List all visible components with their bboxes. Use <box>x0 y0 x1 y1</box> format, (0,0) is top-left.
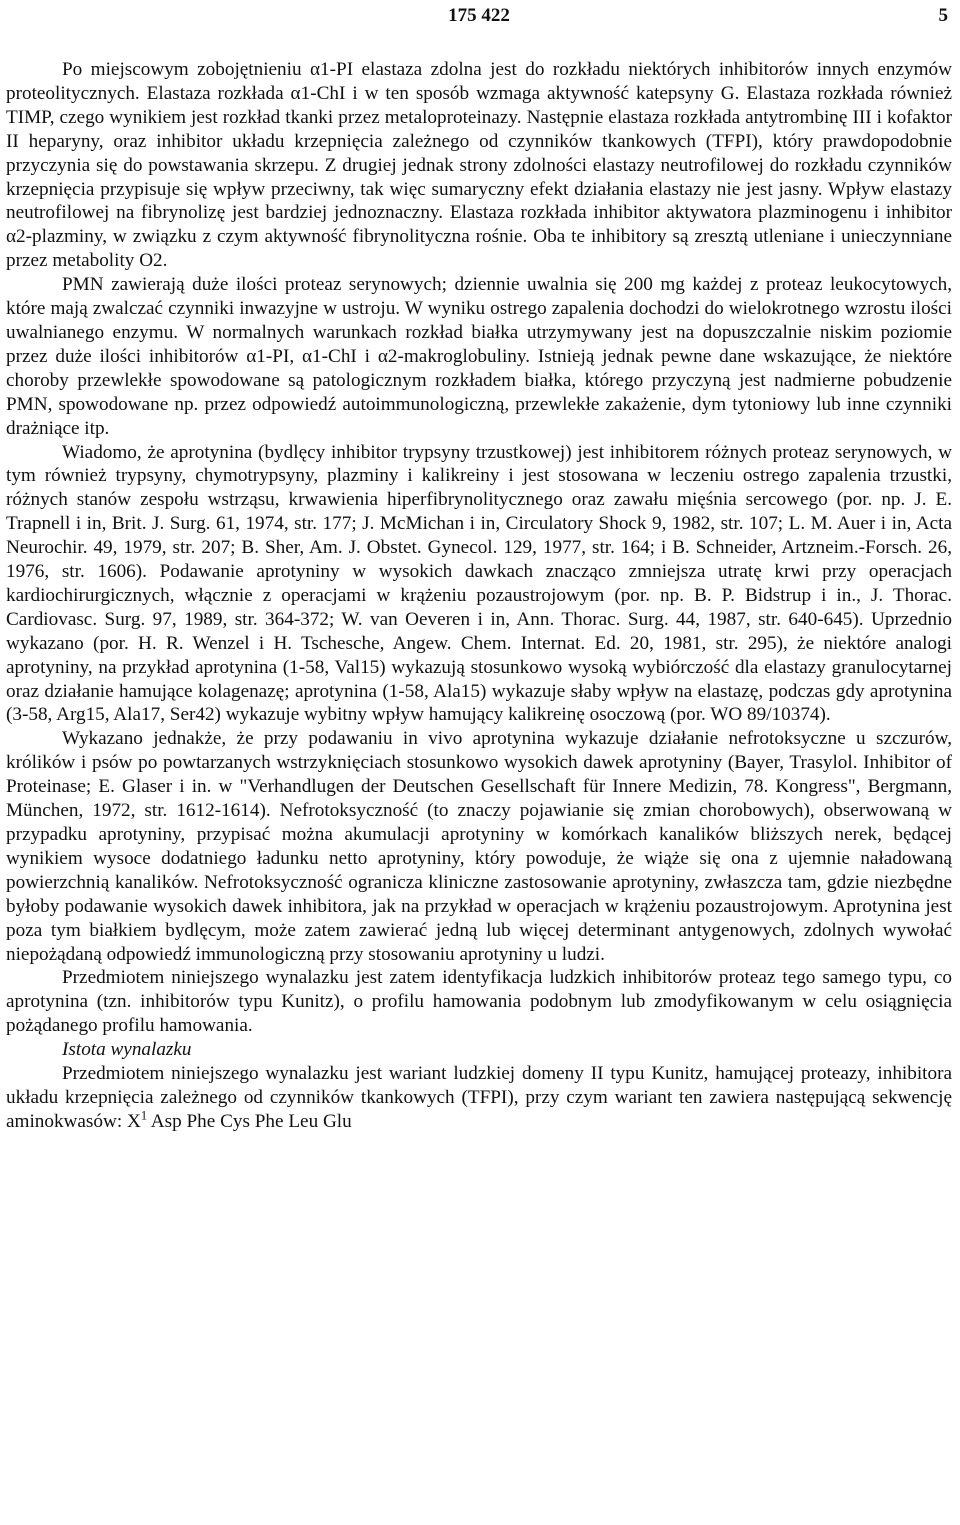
paragraph-invention <box>6 1062 952 1134</box>
patent-number: 175 422 <box>448 5 510 26</box>
invention-text: Przedmiotem niniejszego wynalazku jest wariant ludzkiej domeny II typu Kunitz, hamującej proteazy, inhibitora układu krzepnięcia zależnego od czynników tkankowych (TFPI), przy czym wariant ten zawiera następującą sekwencję aminokwasów: X <box>6 1063 952 1132</box>
paragraph-pmn: PMN zawierają duże ilości proteaz serynowych; dziennie uwalnia się 200 mg każdej z proteaz leukocytowych, które mają zwalczać czynniki inwazyjne w ustroju. W wyniku ostrego zapalenia dochodzi do wielokrotnego wzrostu ilości uwalnianego enzymu. W normalnych warunkach rozkład białka utrzymywany jest na dopuszczalnie niskim poziomie przez duże ilości inhibitorów α1-PI, α1-ChI i α2-makroglobuliny. Istnieją jednak pewne dane wskazujące, że niektóre choroby przewlekłe spowodowane są patologicznym rozkładem białka, którego przyczyną jest nadmierne pobudzenie PMN, spowodowane np. przez odpowiedź autoimmunologiczną, przewlekłe zakażenie, dym tytoniowy lub inne czynniki drażniące itp. <box>6 274 952 439</box>
paragraph-elastase: Po miejscowym zobojętnieniu α1-PI elastaza zdolna jest do rozkładu niektórych inhibitorów innych enzymów proteolitycznych. Elastaza rozkłada α1-ChI i w ten sposób wzmaga aktywność katepsyny G. Elastaza rozkłada również TIMP, czego wynikiem jest rozkład tkanki przez metaloproteinazy. Następnie elastaza rozkłada antytrombinę III i kofaktor II heparyny, oraz inhibitor układu krzepnięcia zależnego od czynników tkankowych (TFPI), który prawdopodobnie przyczynia się do powstawania skrzepu. Z drugiej jednak strony zdolności elastazy neutrofilowej do rozkładu czynników krzepnięcia przypisuje się wpływ przeciwny, tak więc sumaryczny efekt działania elastazy nie jest jasny. Wpływ elastazy neutrofilowej na fibrynolizę jest bardziej jednoznaczny. Elastaza rozkłada inhibitor aktywatora plazminogenu i inhibitor α2-plazminy, w związku z czym aktywność fibrynolityczna rośnie. Oba te inhibitory są zresztą utleniane i unieczynniane przez metabolity O2. <box>6 59 952 272</box>
document-body <box>6 58 952 1134</box>
sequence-tail: Asp Phe Cys Phe Leu Glu <box>147 1110 352 1132</box>
paragraph-nephrotoxicity: Wykazano jednakże, że przy podawaniu in vivo aprotynina wykazuje działanie nefrotoksyczne u szczurów, królików i psów po powtarzanych wstrzyknięciach stosunkowo wysokich dawek aprotyniny (Bayer, Trasylol. Inhibitor of Proteinase; E. Glaser i in. w "Verhandlugen der Deutschen Gesellschaft für Innere Medizin, 78. Kongress", Bergmann, München, 1972, str. 1612-1614). Nefrotoksyczność (to znaczy pojawianie się zmian chorobowych), obserwowaną w przypadku aprotyniny, przypisać można akumulacji aprotyniny w komórkach kanalików bliższych nerek, będącej wynikiem wysoce dodatniego ładunku netto aprotyniny, który powoduje, że wiąże się ona z ujemnie naładowaną powierzchnią kanalików. Nefrotoksyczność ogranicza kliniczne zastosowanie aprotyniny, zwłaszcza tam, gdzie niezbędne byłoby podawanie wysokich dawek inhibitora, jak na przykład w operacjach w krążeniu pozaustrojowym. Aprotynina jest poza tym białkiem bydlęcym, może zatem zawierać jedną lub więcej determinant antygenowych, zdolnych wywołać niepożądaną odpowiedź immunologiczną przy stosowaniu aprotyniny u ludzi. <box>6 728 952 965</box>
paragraph-object: Przedmiotem niniejszego wynalazku jest zatem identyfikacja ludzkich inhibitorów proteaz tego samego typu, co aprotynina (tzn. inhibitorów typu Kunitz), o profilu hamowania podobnym lub zmodyfikowanym w celu osiągnięcia pożądanego profilu hamowania. <box>6 967 952 1037</box>
section-heading: Istota wynalazku <box>62 1039 192 1061</box>
page-header <box>6 0 952 32</box>
paragraph-aprotinin: Wiadomo, że aprotynina (bydlęcy inhibitor trypsyny trzustkowej) jest inhibitorem różnych proteaz serynowych, w tym również trypsyny, chymotrypsyny, plazminy i kalikreiny i jest stosowana w leczeniu ostrego zapalenia trzustki, różnych stanów zespołu wstrząsu, krwawienia hiperfibrynolitycznego oraz zawału mięśnia sercowego (por. np. J. E. Trapnell i in, Brit. J. Surg. 61, 1974, str. 177; J. McMichan i in, Circulatory Shock 9, 1982, str. 107; L. M. Auer i in, Acta Neurochir. 49, 1979, str. 207; B. Sher, Am. J. Obstet. Gynecol. 129, 1977, str. 164; i B. Schneider, Artzneim.-Forsch. 26, 1976, str. 1606). Podawanie aprotyniny w wysokich dawkach znacząco zmniejsza utratę krwi przy operacjach kardiochirurgicznych, włącznie z operacjami w krążeniu pozaustrojowym (por. np. B. P. Bidstrup i in., J. Thorac. Cardiovasc. Surg. 97, 1989, str. 364-372; W. van Oeveren i in, Ann. Thorac. Surg. 44, 1987, str. 640-645). Uprzednio wykazano (por. H. R. Wenzel i H. Tschesche, Angew. Chem. Internat. Ed. 20, 1981, str. 295), że niektóre analogi aprotyniny, na przykład aprotynina (1-58, Val15) wykazują stosunkowo wysoką wybiórczość dla elastazy granulocytarnej oraz działanie hamujące kolagenazę; aprotynina (1-58, Ala15) wykazuje słaby wpływ na elastazę, podczas gdy aprotynina (3-58, Arg15, Ala17, Ser42) wykazuje wybitny wpływ hamujący kalikreinę osoczową (por. WO 89/10374). <box>6 441 952 726</box>
sequence-superscript: 1 <box>140 1108 148 1123</box>
page-number: 5 <box>938 5 948 26</box>
